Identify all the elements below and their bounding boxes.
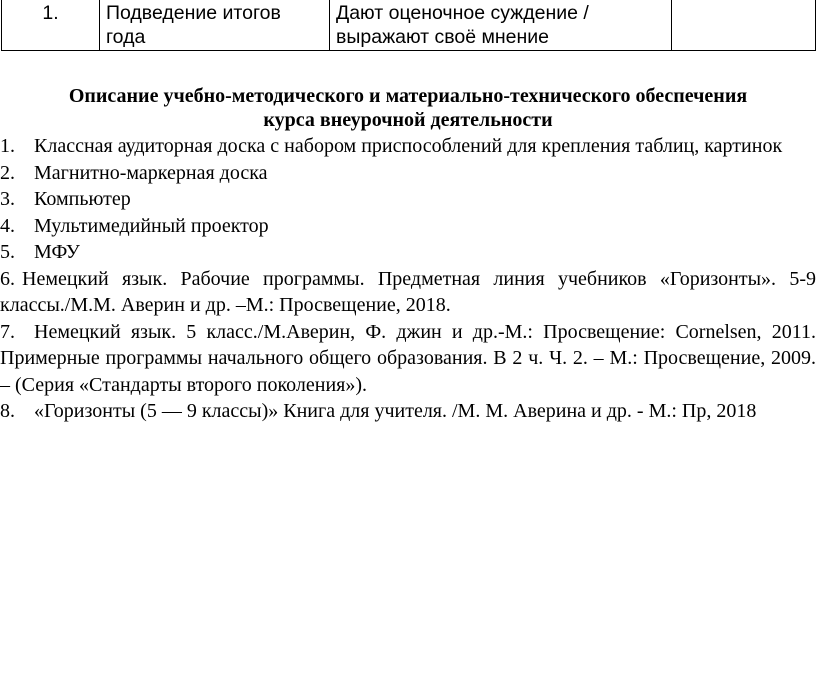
list-item xyxy=(0,213,816,240)
item-number: 8. xyxy=(0,400,15,422)
list-item xyxy=(0,266,816,319)
row-number-cell: 1. xyxy=(2,0,100,51)
heading-line-1: Описание учебно-методического и материально-технического обеспечения xyxy=(68,85,748,107)
heading-line-2: курса внеурочной деятельности xyxy=(263,109,553,131)
list-item xyxy=(0,160,816,187)
list-item xyxy=(0,398,816,425)
item-number: 5. xyxy=(0,241,15,263)
item-text: «Горизонты (5 — 9 классы)» Книга для учителя. /М. М. Аверина и др. - М.: Пр, 2018 xyxy=(34,400,757,422)
item-text: Мультимедийный проектор xyxy=(34,214,269,237)
item-text: Немецкий язык. 5 класс./М.Аверин, Ф. джин и др.-М.: Просвещение: Cornelsen, 2011. Примерные программы начального общего образования. В 2 ч. Ч. 2. – М.: Просвещение, 2009. – (Серия «Стандарты второго поколения»). xyxy=(0,320,816,396)
item-number: 7. xyxy=(0,320,15,343)
activity-cell: Дают оценочное суждение / выражают своё мнение xyxy=(330,0,672,51)
list-item xyxy=(0,133,816,160)
table-row xyxy=(2,0,816,51)
item-text: Компьютер xyxy=(34,188,131,210)
lesson-plan-table xyxy=(1,0,816,51)
item-text: Магнитно-маркерная доска xyxy=(34,161,268,184)
list-item xyxy=(0,319,816,399)
item-number: 2. xyxy=(0,161,15,184)
item-text: МФУ xyxy=(34,241,80,263)
item-text: Классная аудиторная доска с набором приспособлений для крепления таблиц, картинок xyxy=(34,135,783,157)
item-number: 1. xyxy=(0,135,15,157)
empty-cell xyxy=(672,0,816,51)
item-number: 4. xyxy=(0,214,15,237)
stage-cell: Подведение итогов года xyxy=(100,0,330,51)
item-number: 3. xyxy=(0,188,15,210)
item-number: 6. xyxy=(0,267,15,290)
list-item xyxy=(0,239,816,266)
resources-list xyxy=(0,133,816,425)
list-item xyxy=(0,186,816,213)
item-text: Немецкий язык. Рабочие программы. Предметная линия учебников «Горизонты». 5-9 классы./М.М. Аверин и др. –М.: Просвещение, 2018. xyxy=(0,267,816,316)
section-heading xyxy=(0,84,816,132)
